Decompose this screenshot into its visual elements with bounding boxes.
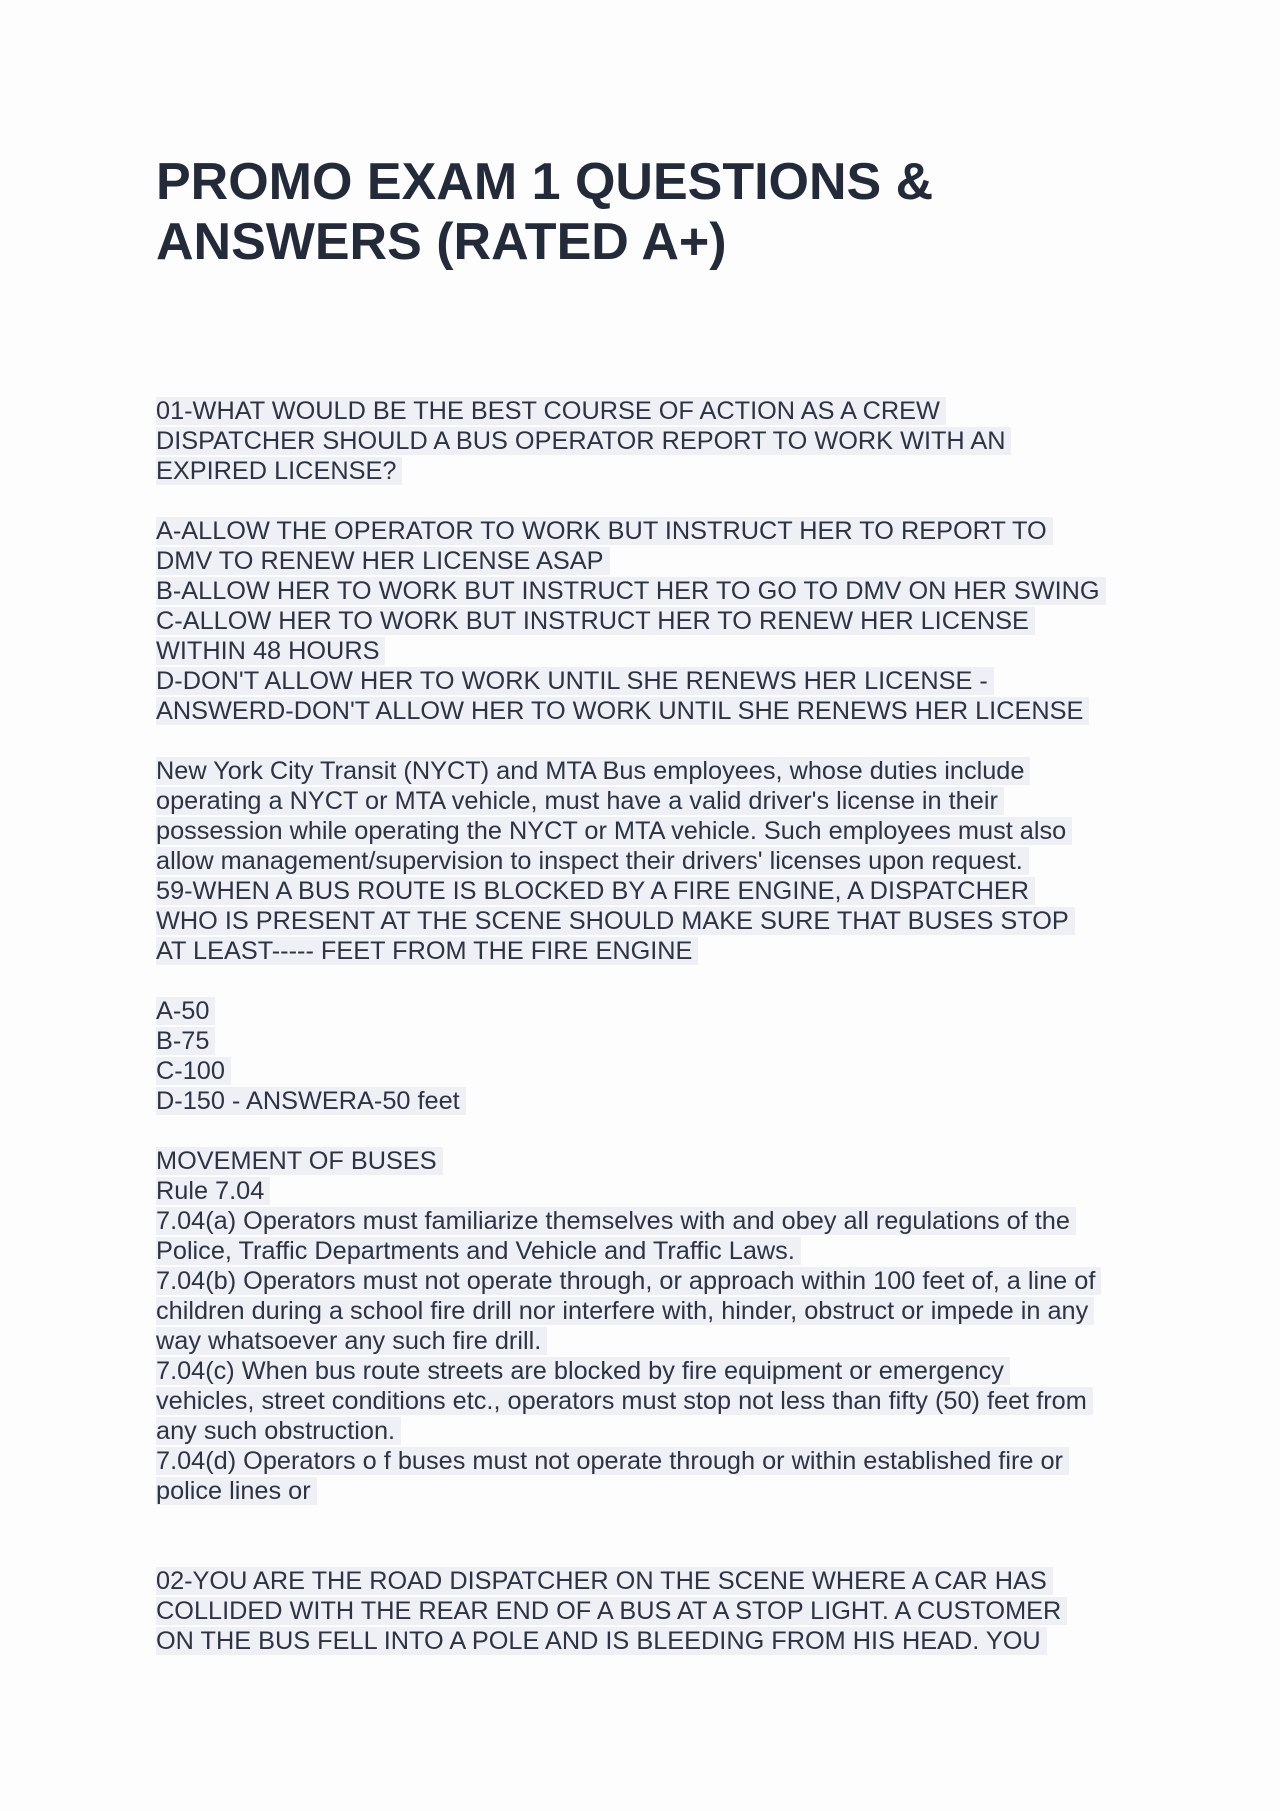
- text-line: children during a school fire drill nor interfere with, hinder, obstruct or impede in any: [156, 1297, 1094, 1325]
- text-line: Rule 7.04: [156, 1177, 270, 1205]
- text-line: COLLIDED WITH THE REAR END OF A BUS AT A STOP LIGHT. A CUSTOMER: [156, 1597, 1067, 1625]
- text-line: operating a NYCT or MTA vehicle, must have a valid driver's license in their: [156, 787, 1004, 815]
- text-line: vehicles, street conditions etc., operators must stop not less than fifty (50) feet from: [156, 1387, 1093, 1415]
- text-line: A-50: [156, 997, 215, 1025]
- question-59-options: [156, 996, 1156, 1116]
- text-line: B-ALLOW HER TO WORK BUT INSTRUCT HER TO GO TO DMV ON HER SWING: [156, 577, 1106, 605]
- question-01-options: [156, 516, 1156, 726]
- document-body: [156, 396, 1156, 1656]
- text-line: way whatsoever any such fire drill.: [156, 1327, 547, 1355]
- text-line: C-100: [156, 1057, 231, 1085]
- text-line: EXPIRED LICENSE?: [156, 457, 402, 485]
- document-title: [156, 152, 1156, 272]
- text-line: D-DON'T ALLOW HER TO WORK UNTIL SHE RENEWS HER LICENSE -: [156, 667, 994, 695]
- text-line: ANSWERD-DON'T ALLOW HER TO WORK UNTIL SHE RENEWS HER LICENSE: [156, 697, 1089, 725]
- text-line: 01-WHAT WOULD BE THE BEST COURSE OF ACTION AS A CREW: [156, 397, 946, 425]
- text-line: any such obstruction.: [156, 1417, 401, 1445]
- text-line: 7.04(a) Operators must familiarize themselves with and obey all regulations of the: [156, 1207, 1076, 1235]
- rule-paragraph: [156, 1146, 1156, 1506]
- text-line: New York City Transit (NYCT) and MTA Bus employees, whose duties include: [156, 757, 1030, 785]
- text-line: MOVEMENT OF BUSES: [156, 1147, 443, 1175]
- text-line: ON THE BUS FELL INTO A POLE AND IS BLEEDING FROM HIS HEAD. YOU: [156, 1627, 1047, 1655]
- explanation-paragraph: [156, 756, 1156, 966]
- text-line: DISPATCHER SHOULD A BUS OPERATOR REPORT TO WORK WITH AN: [156, 427, 1011, 455]
- text-line: 7.04(c) When bus route streets are blocked by fire equipment or emergency: [156, 1357, 1010, 1385]
- text-line: DMV TO RENEW HER LICENSE ASAP: [156, 547, 610, 575]
- text-line: AT LEAST----- FEET FROM THE FIRE ENGINE: [156, 937, 698, 965]
- text-line: WHO IS PRESENT AT THE SCENE SHOULD MAKE SURE THAT BUSES STOP: [156, 907, 1075, 935]
- text-line: B-75: [156, 1027, 215, 1055]
- title-line: ANSWERS (RATED A+): [156, 213, 727, 271]
- text-line: Police, Traffic Departments and Vehicle and Traffic Laws.: [156, 1237, 801, 1265]
- text-line: 59-WHEN A BUS ROUTE IS BLOCKED BY A FIRE ENGINE, A DISPATCHER: [156, 877, 1035, 905]
- text-line: police lines or: [156, 1477, 317, 1505]
- text-line: 02-YOU ARE THE ROAD DISPATCHER ON THE SCENE WHERE A CAR HAS: [156, 1567, 1053, 1595]
- text-line: A-ALLOW THE OPERATOR TO WORK BUT INSTRUCT HER TO REPORT TO: [156, 517, 1053, 545]
- text-line: WITHIN 48 HOURS: [156, 637, 385, 665]
- text-line: C-ALLOW HER TO WORK BUT INSTRUCT HER TO RENEW HER LICENSE: [156, 607, 1035, 635]
- question-02-paragraph: [156, 1566, 1156, 1656]
- text-line: possession while operating the NYCT or MTA vehicle. Such employees must also: [156, 817, 1072, 845]
- text-line: 7.04(b) Operators must not operate through, or approach within 100 feet of, a line of: [156, 1267, 1101, 1295]
- text-line: allow management/supervision to inspect their drivers' licenses upon request.: [156, 847, 1029, 875]
- title-line: PROMO EXAM 1 QUESTIONS &: [156, 153, 934, 211]
- text-line: 7.04(d) Operators o f buses must not operate through or within established fire or: [156, 1447, 1069, 1475]
- question-01-paragraph: [156, 396, 1156, 486]
- text-line: D-150 - ANSWERA-50 feet: [156, 1087, 466, 1115]
